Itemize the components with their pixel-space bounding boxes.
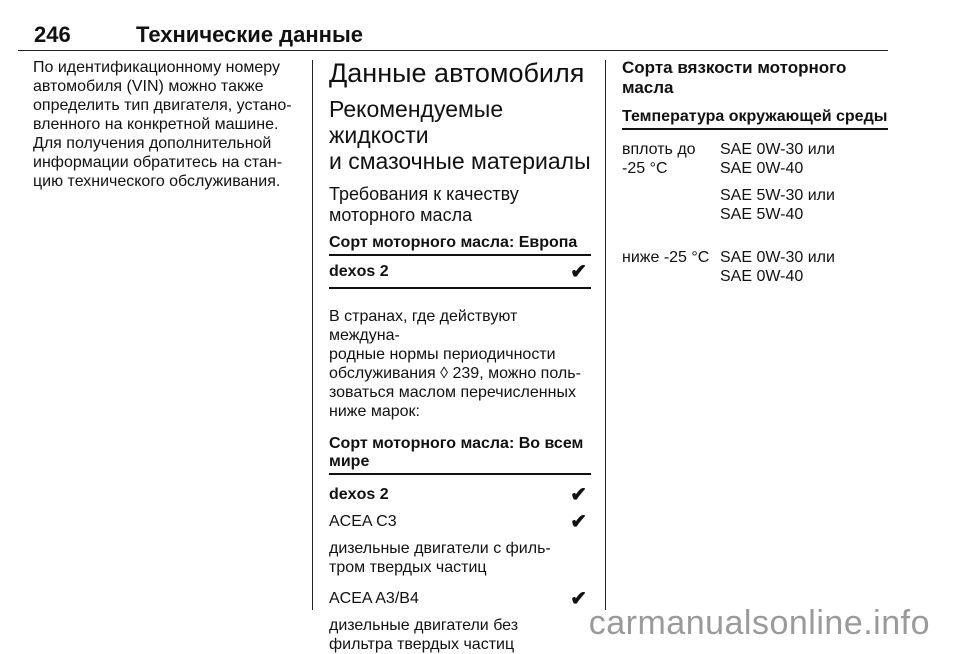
cell-line: SAE 5W-30 или bbox=[720, 187, 835, 204]
cell-line: SAE 0W-40 bbox=[720, 268, 804, 285]
section-heading bbox=[622, 58, 888, 98]
text-line: зоваться маслом перечисленных bbox=[329, 384, 576, 401]
page-header bbox=[18, 4, 888, 51]
temperature-cell bbox=[622, 140, 720, 178]
text-line: родные нормы периодичности bbox=[329, 346, 556, 363]
table-divider bbox=[329, 287, 591, 289]
temperature-cell bbox=[622, 248, 720, 267]
heading-line: моторного масла bbox=[329, 205, 473, 225]
table-title-line: Сорт моторного масла: Во всем bbox=[329, 435, 584, 452]
table-row bbox=[329, 539, 591, 577]
table-title-line: мире bbox=[329, 453, 370, 470]
row-label: дизельные двигатели с филь- bbox=[329, 540, 551, 557]
subsection-heading bbox=[329, 96, 591, 174]
grade-cell bbox=[720, 140, 888, 224]
text-line: цию технического обслуживания. bbox=[33, 173, 281, 190]
checkmark-icon: ✔ bbox=[570, 511, 587, 533]
row-label: ACEA C3 bbox=[329, 513, 397, 530]
page-number: 246 bbox=[34, 22, 71, 47]
table-row bbox=[329, 485, 591, 504]
text-line: ниже марок: bbox=[329, 403, 420, 420]
column-middle bbox=[329, 58, 591, 654]
table-title: Температура окружающей среды bbox=[622, 108, 888, 130]
cell-line: SAE 0W-40 bbox=[720, 160, 804, 177]
row-label: фильтра твердых частиц bbox=[329, 636, 515, 653]
row-label: ACEA A3/B4 bbox=[329, 590, 419, 607]
text-line: Для получения дополнительной bbox=[33, 135, 272, 152]
cell-line: SAE 0W-30 или bbox=[720, 249, 835, 266]
table-title: Сорт моторного масла: Европа bbox=[329, 234, 591, 256]
checkmark-icon: ✔ bbox=[570, 588, 587, 610]
topic-heading bbox=[329, 184, 591, 226]
table-title bbox=[329, 435, 591, 475]
page-title: Технические данные bbox=[136, 22, 363, 47]
text-line: определить тип двигателя, устано- bbox=[33, 97, 292, 114]
row-label: тром твердых частиц bbox=[329, 559, 487, 576]
column-left bbox=[33, 58, 295, 191]
grade-cell bbox=[720, 248, 888, 286]
heading-line: Рекомендуемые жидкости bbox=[329, 96, 504, 148]
note-paragraph bbox=[329, 307, 591, 421]
checkmark-icon: ✔ bbox=[570, 261, 587, 283]
column-right bbox=[622, 58, 888, 288]
cell-line: SAE 5W-40 bbox=[720, 206, 804, 223]
table-row bbox=[329, 589, 591, 608]
text-line: вленного на конкретной машине. bbox=[33, 116, 279, 133]
vin-paragraph bbox=[33, 58, 295, 191]
table-row bbox=[622, 248, 888, 288]
heading-line: Требования к качеству bbox=[329, 184, 519, 204]
cell-line: вплоть до bbox=[622, 141, 696, 158]
column-divider bbox=[312, 60, 313, 610]
heading-line: масла bbox=[622, 78, 674, 97]
oil-table-world bbox=[329, 435, 591, 654]
text-line: В странах, где действуют междуна- bbox=[329, 308, 518, 344]
cell-line: ниже -25 °C bbox=[622, 249, 710, 266]
table-row bbox=[329, 512, 591, 531]
section-heading: Данные автомобиля bbox=[329, 58, 585, 88]
row-label: dexos 2 bbox=[329, 263, 389, 280]
text-line: обслуживания ◊ 239, можно поль- bbox=[329, 365, 581, 382]
table-row bbox=[622, 140, 888, 248]
text-line: информации обратитесь на стан- bbox=[33, 154, 283, 171]
table-row bbox=[329, 616, 591, 654]
checkmark-icon: ✔ bbox=[570, 484, 587, 506]
cell-line: -25 °C bbox=[622, 160, 668, 177]
column-divider bbox=[605, 60, 606, 610]
heading-line: и смазочные материалы bbox=[329, 148, 591, 174]
viscosity-table bbox=[622, 140, 888, 288]
watermark: carmanualsonline.info bbox=[588, 604, 930, 642]
text-line: автомобиля (VIN) можно также bbox=[33, 78, 264, 95]
cell-line: SAE 0W-30 или bbox=[720, 141, 835, 158]
row-label: dexos 2 bbox=[329, 486, 389, 503]
row-label: дизельные двигатели без bbox=[329, 617, 519, 634]
text-line: По идентификационному номеру bbox=[33, 59, 281, 76]
table-row bbox=[329, 262, 591, 281]
oil-table-europe bbox=[329, 234, 591, 289]
heading-line: Сорта вязкости моторного bbox=[622, 58, 847, 77]
